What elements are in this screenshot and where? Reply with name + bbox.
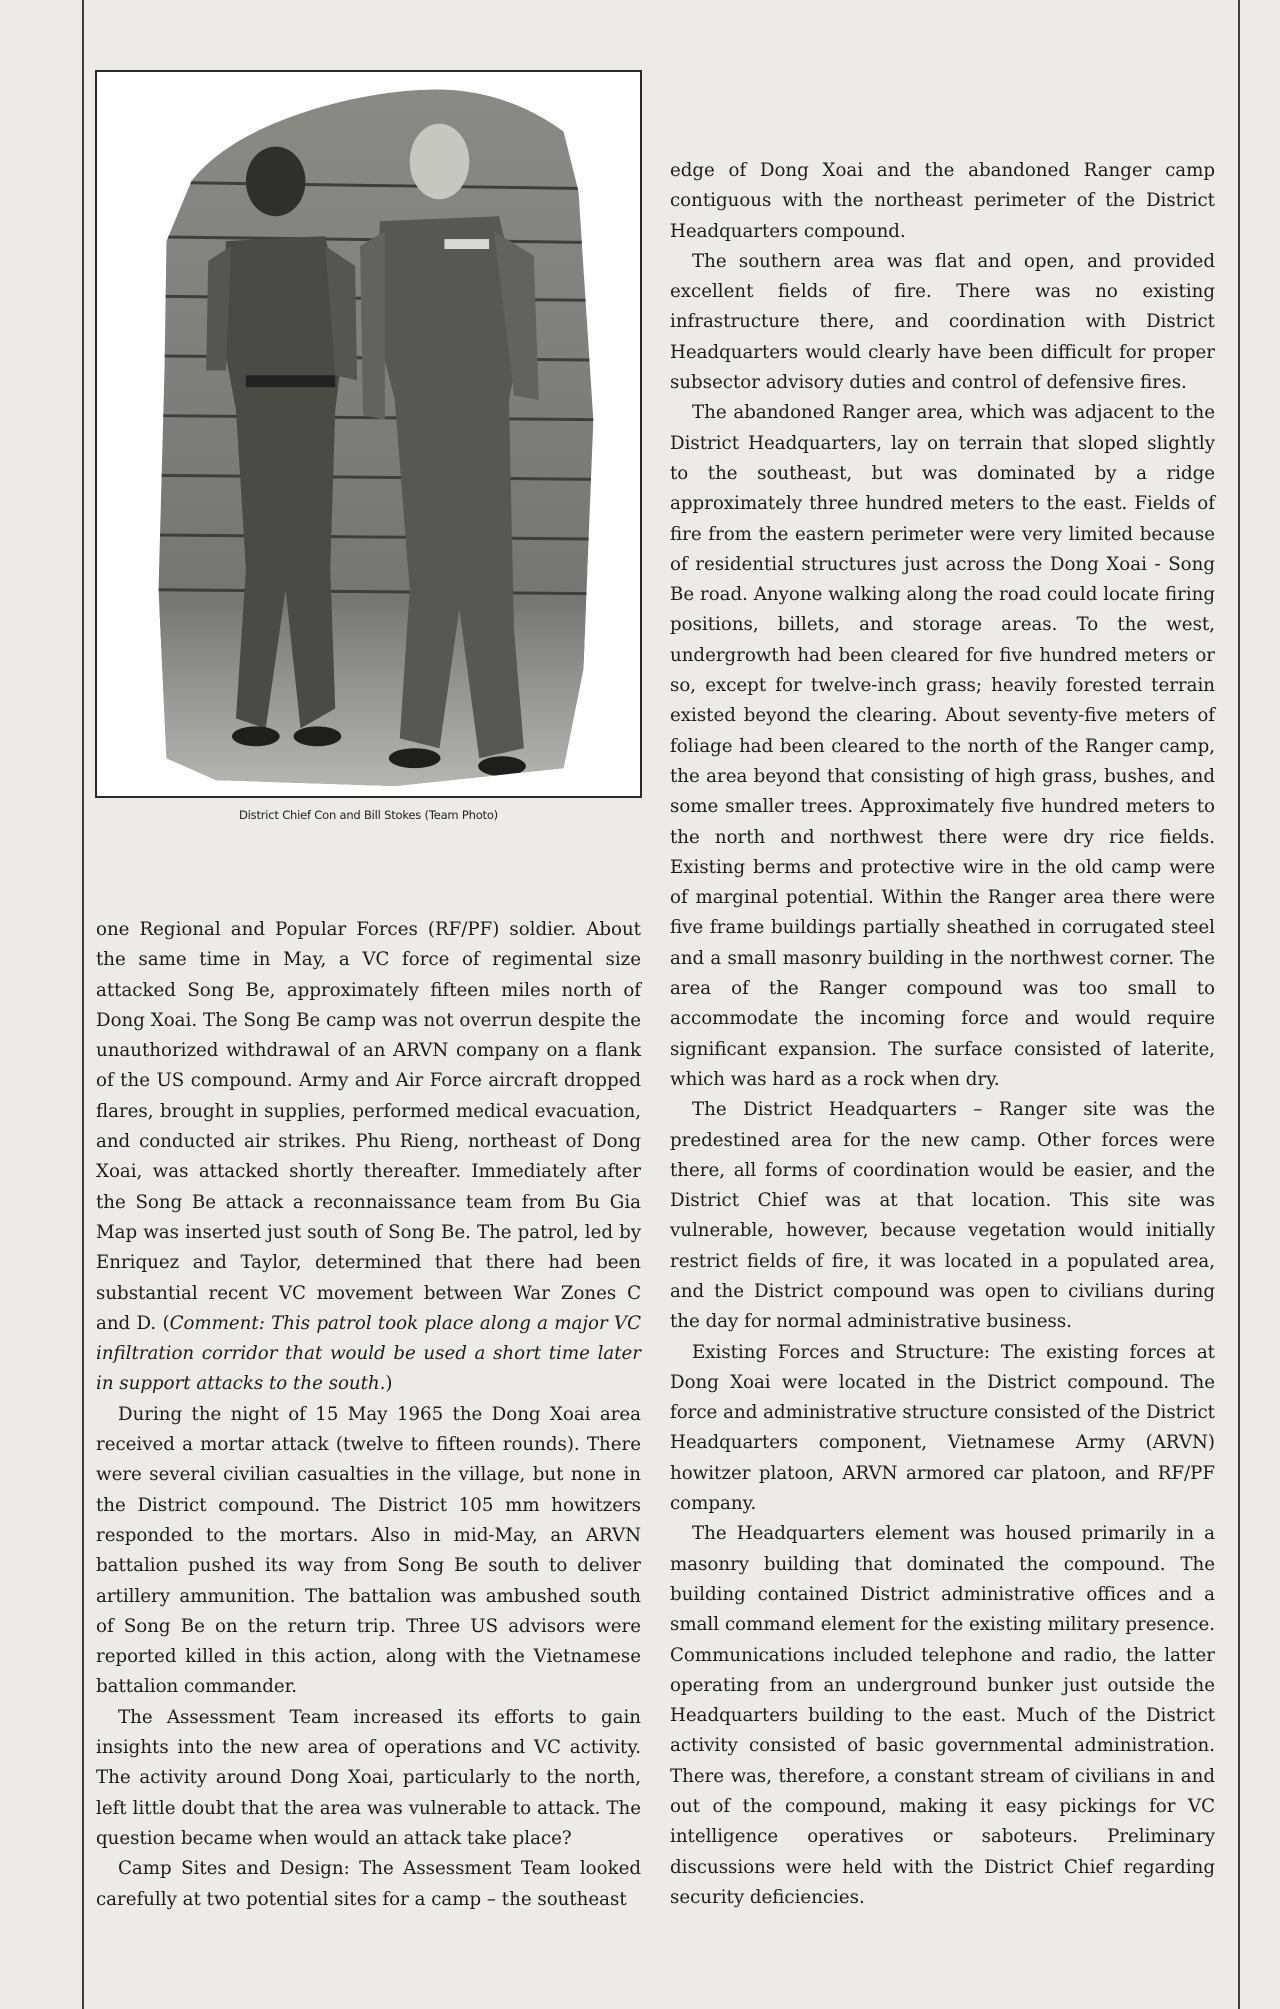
paragraph: The District Headquarters – Ranger site was the predestined area for the new camp. Other forces were there, all forms of coordination would be easier, and the District Chief was at that location. This site was vulnerable, however, because vegetation would initially restrict fields of fire, it was located in a populated area, and the District compound was open to civilians during the day for normal administrative business. [670, 1099, 1215, 1333]
photo-image [97, 72, 640, 796]
right-margin-rule [1238, 0, 1240, 2009]
comment-text: Comment: This patrol took place along a major VC infiltration corridor that would be used a short time later in support attacks to the south. [96, 1312, 641, 1395]
paragraph-text: ) [385, 1373, 393, 1395]
paragraph: The southern area was flat and open, and provided excellent fields of fire. There was no existing infrastructure there, and coordination with District Headquarters would clearly have been difficult for proper subsector advisory duties and control of defensive fires. [670, 250, 1215, 394]
paragraph: Existing Forces and Structure: The existing forces at Dong Xoai were located in the District compound. The force and administrative structure consisted of the District Headquarters component, Vietnamese Army (ARVN) howitzer platoon, ARVN armored car platoon, and RF/PF company. [670, 1341, 1215, 1515]
paragraph: The Headquarters element was housed primarily in a masonry building that dominated the compound. The building contained District administrative offices and a small command element for the existing military presence. Communications included telephone and radio, the latter operating from an underground bunker just outside the Headquarters building to the east. Much of the District activity consisted of basic governmental administration. There was, therefore, a constant stream of civilians in and out of the compound, making it easy pickings for VC intelligence operatives or saboteurs. Preliminary discussions were held with the District Chief regarding security deficiencies. [670, 1523, 1215, 1908]
paragraph-text: one Regional and Popular Forces (RF/PF) soldier. About the same time in May, a VC force of regimental size attacked Song Be, approximately fifteen miles north of Dong Xoai. The Song Be camp was not overrun despite the unauthorized withdrawal of an ARVN company on a flank of the US compound. Army and Air Force aircraft dropped flares, brought in supplies, performed medical evacuation, and conducted air strikes. Phu Rieng, northeast of Dong Xoai, was attacked shortly thereafter. Immediately after the Song Be attack a reconnaissance team from Bu Gia Map was inserted just south of Song Be. The patrol, led by Enriquez and Taylor, determined that there had been substantial recent VC movement between War Zones C and D. ( [96, 919, 641, 1334]
paragraph: During the night of 15 May 1965 the Dong Xoai area received a mortar attack (twelve to fifteen rounds). There were several civilian casualties in the village, but none in the District compound. The District 105 mm howitzers responded to the mortars. Also in mid-May, an ARVN battalion pushed its way from Song Be south to deliver artillery ammunition. The battalion was ambushed south of Song Be on the return trip. Three US advisors were reported killed in this action, along with the Vietnamese battalion commander. [96, 1403, 641, 1698]
paragraph: Camp Sites and Design: The Assessment Team looked carefully at two potential sites for a camp – the southeast [96, 1858, 641, 1910]
right-text-column [670, 156, 1215, 1913]
paragraph: The Assessment Team increased its efforts to gain insights into the new area of operations and VC activity. The activity around Dong Xoai, particularly to the north, left little doubt that the area was vulnerable to attack. The question became when would an attack take place? [96, 1706, 641, 1849]
paragraph: The abandoned Ranger area, which was adjacent to the District Headquarters, lay on terrain that sloped slightly to the southeast, but was dominated by a ridge approximately three hundred meters to the east. Fields of fire from the eastern perimeter were very limited because of residential structures just across the Dong Xoai - Song Be road. Anyone walking along the road could locate firing positions, billets, and storage areas. To the west, undergrowth had been cleared for five hundred meters or so, except for twelve-inch grass; heavily forested terrain existed beyond the clearing. About seventy-five meters of foliage had been cleared to the north of the Ranger camp, the area beyond that consisting of high grass, bushes, and some smaller trees. Approximately five hundred meters to the north and northwest there were dry rice fields. Existing berms and protective wire in the old camp were of marginal potential. Within the Ranger area there were five frame buildings partially sheathed in corrugated steel and a small masonry building in the northwest corner. The area of the Ranger compound was too small to accommodate the incoming force and would require significant expansion. The surface consisted of laterite, which was hard as a rock when dry. [670, 402, 1215, 1090]
left-text-column [96, 915, 641, 1915]
photo-figure [95, 70, 642, 798]
paragraph [96, 915, 641, 1400]
photo-caption: District Chief Con and Bill Stokes (Team Photo) [239, 808, 498, 822]
left-margin-rule [82, 0, 84, 2009]
paragraph: edge of Dong Xoai and the abandoned Ranger camp contiguous with the northeast perimeter of the District Headquarters compound. [670, 160, 1215, 242]
